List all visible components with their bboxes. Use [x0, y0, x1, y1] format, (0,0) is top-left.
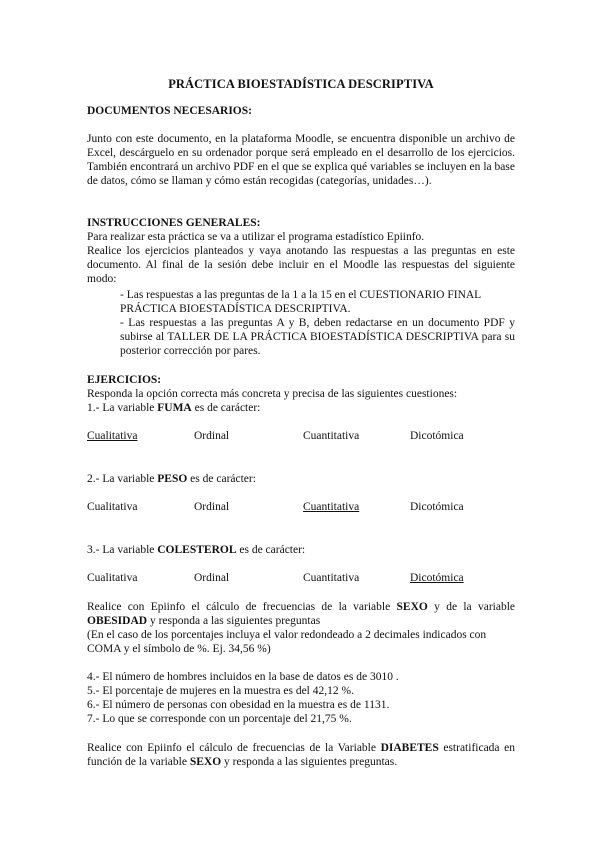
instrucciones-line2: Realice los ejercicios planteados y vaya anotando las respuestas a las preguntas en este documento. Al final de la sesión debe incluir en el Moodle las respuestas del siguiente modo:	[87, 245, 515, 285]
option-dicotomica[interactable]: Dicotómica	[410, 572, 464, 584]
option-cualitativa[interactable]: Cualitativa	[87, 572, 138, 584]
instrucciones-line1: Para realizar esta práctica se va a utilizar el programa estadístico Epiinfo.	[87, 231, 425, 243]
option-cualitativa[interactable]: Cualitativa	[87, 430, 138, 442]
documentos-heading: DOCUMENTOS NECESARIOS:	[87, 105, 252, 117]
bullet2-text: - Las respuestas a las preguntas A y B, deben redactarse en un documento PDF y subirse al TALLER DE LA PRÁCTICA BIOESTADÍSTICA DESCRIPTIVA para su posterior corrección por pares.	[120, 317, 515, 357]
variable-sexo: SEXO	[396, 601, 428, 613]
instrucciones-heading: INSTRUCCIONES GENERALES:	[87, 217, 261, 229]
ejercicios-heading: EJERCICIOS:	[87, 374, 162, 386]
variable-obesidad: OBESIDAD	[87, 615, 148, 627]
question-2-options	[87, 500, 515, 514]
option-cuantitativa[interactable]: Cuantitativa	[303, 572, 360, 584]
frecuencias-note: (En el caso de los porcentajes incluya el valor redondeado a 2 decimales indicados con COMA y el símbolo de %. Ej. 34,56 %)	[87, 629, 487, 655]
instrucciones-bullet1	[87, 288, 515, 316]
variable-peso: PESO	[157, 473, 188, 485]
option-dicotomica[interactable]: Dicotómica	[410, 430, 464, 442]
option-ordinal[interactable]: Ordinal	[194, 572, 230, 584]
question-3-options	[87, 571, 515, 585]
question-2: 2.- La variable PESO es de carácter:	[87, 473, 256, 485]
documentos-text: Junto con este documento, en la plataforma Moodle, se encuentra disponible un archivo de Excel, descárguelo en su ordenador porque será empleado en el desarrollo de los ejercicios. También encontrará un archivo PDF en el que se explica qué variables se incluyen en la base de datos, cómo se llaman y cómo están recogidas (categorías, unidades…).	[87, 133, 515, 187]
option-cuantitativa[interactable]: Cuantitativa	[303, 501, 360, 513]
question-5: 5.- El porcentaje de mujeres en la muestra es del 42,12 %.	[87, 685, 354, 697]
variable-sexo-2: SEXO	[189, 756, 222, 768]
frecuencias-paragraph: Realice con Epiinfo el cálculo de frecuencias de la variable SEXO y de la variable OBESIDAD y responda a las siguientes preguntas	[87, 601, 515, 627]
page-title: PRÁCTICA BIOESTADÍSTICA DESCRIPTIVA	[168, 77, 434, 91]
option-ordinal[interactable]: Ordinal	[194, 501, 230, 513]
option-cuantitativa[interactable]: Cuantitativa	[303, 430, 360, 442]
question-1-options	[87, 429, 515, 443]
instrucciones-bullet2	[87, 316, 515, 358]
ejercicios-intro: Responda la opción correcta más concreta y precisa de las siguientes cuestiones:	[87, 388, 458, 400]
bullet1-text: - Las respuestas a las preguntas de la 1 a la 15 en el CUESTIONARIO FINAL PRÁCTICA BIOESTADÍSTICA DESCRIPTIVA.	[120, 289, 481, 315]
variable-diabetes: DIABETES	[380, 742, 439, 754]
diabetes-paragraph: Realice con Epiinfo el cálculo de frecuencias de la Variable DIABETES estratificada en función de la variable SEXO y responda a las siguientes preguntas.	[87, 742, 515, 768]
variable-fuma: FUMA	[157, 402, 192, 414]
question-1: 1.- La variable FUMA es de carácter:	[87, 402, 261, 414]
option-ordinal[interactable]: Ordinal	[194, 430, 230, 442]
question-7: 7.- Lo que se corresponde con un porcentaje del 21,75 %.	[87, 713, 352, 725]
question-4: 4.- El número de hombres incluidos en la base de datos es de 3010 .	[87, 671, 399, 683]
documentos-paragraph	[87, 132, 515, 188]
option-cualitativa[interactable]: Cualitativa	[87, 501, 138, 513]
option-dicotomica[interactable]: Dicotómica	[410, 501, 464, 513]
variable-colesterol: COLESTEROL	[157, 544, 237, 556]
question-3: 3.- La variable COLESTEROL es de carácter:	[87, 544, 306, 556]
question-6: 6.- El número de personas con obesidad en la muestra es de 1131.	[87, 699, 390, 711]
